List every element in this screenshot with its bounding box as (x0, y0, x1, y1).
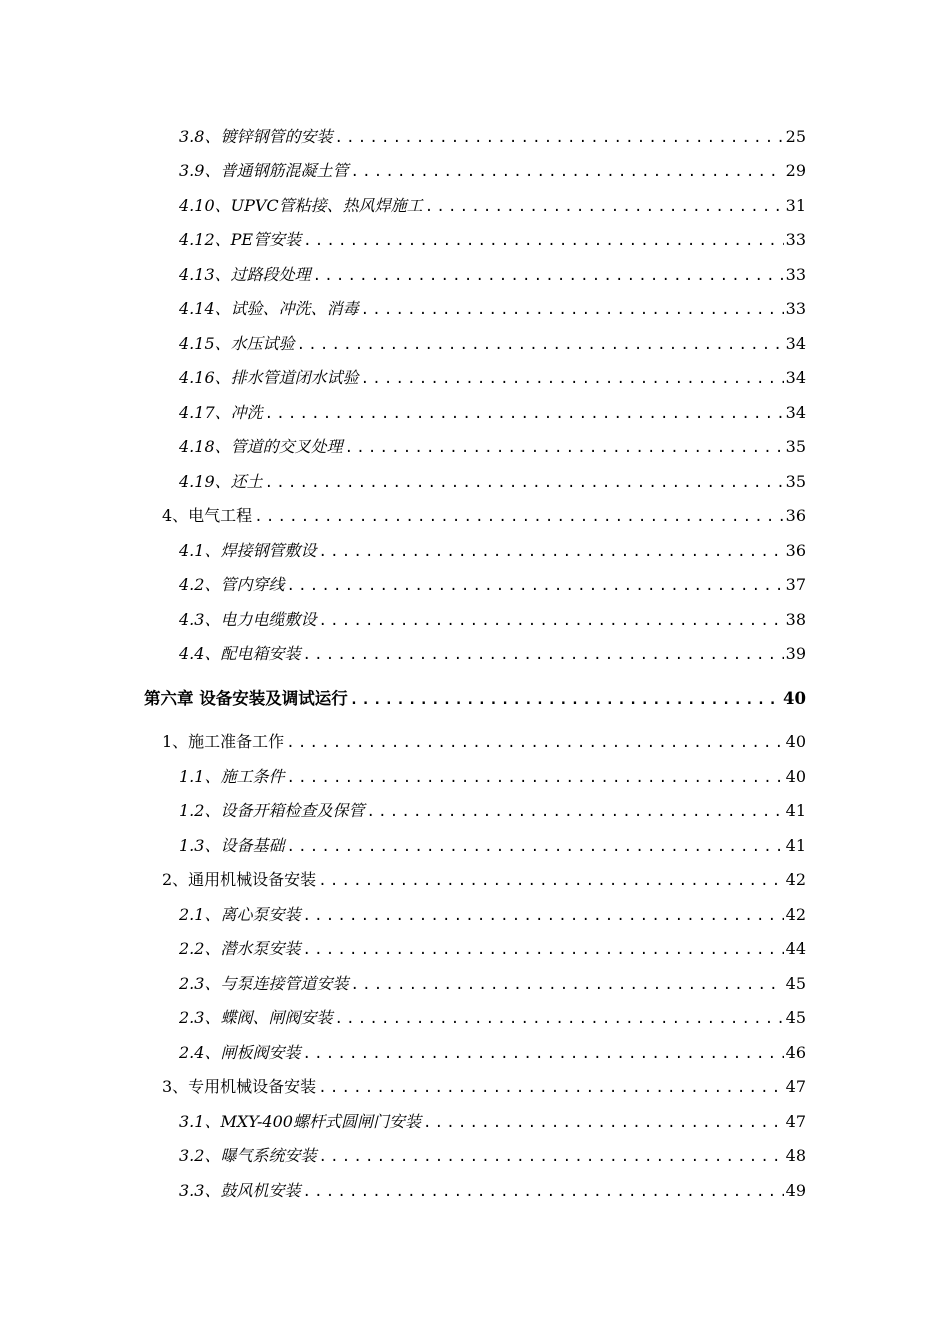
toc-entry-page-number: 35 (785, 472, 806, 491)
toc-entry-label: 4.15、水压试验 (179, 334, 295, 353)
toc-leader-dots (303, 228, 784, 253)
toc-leader-dots (265, 401, 784, 426)
toc-entry-page-number: 38 (785, 610, 806, 629)
toc-leader-dots (286, 765, 783, 790)
toc-subsection-entry[interactable] (179, 572, 806, 598)
toc-entry-page-number: 45 (785, 974, 806, 993)
toc-subsection-entry[interactable] (179, 1143, 806, 1169)
toc-entry-label: 2.1、离心泵安装 (179, 905, 301, 924)
toc-subsection-entry[interactable] (179, 331, 806, 357)
toc-leader-dots (334, 125, 783, 150)
toc-leader-dots (423, 1110, 784, 1135)
toc-entry-page-number: 31 (785, 196, 806, 215)
toc-entry-label: 4.12、PE管安装 (179, 230, 302, 249)
toc-entry-page-number: 34 (785, 368, 806, 387)
toc-section-entry[interactable] (162, 1074, 806, 1100)
toc-leader-dots (318, 868, 783, 893)
toc-subsection-entry[interactable] (179, 469, 806, 495)
toc-subsection-entry[interactable] (179, 833, 806, 859)
toc-leader-dots (254, 504, 783, 529)
toc-subsection-entry[interactable] (179, 607, 806, 633)
toc-leader-dots (350, 159, 783, 184)
toc-entry-page-number: 36 (785, 541, 806, 560)
toc-entry-label: 1、施工准备工作 (162, 732, 285, 751)
toc-leader-dots (318, 539, 783, 564)
toc-entry-label: 3.9、普通钢筋混凝土管 (179, 161, 349, 180)
toc-entry-label: 1.1、施工条件 (179, 767, 285, 786)
toc-subsection-entry[interactable] (179, 262, 806, 288)
toc-leader-dots (302, 642, 783, 667)
toc-leader-dots (302, 1179, 783, 1204)
toc-section-entry[interactable] (162, 503, 806, 529)
toc-subsection-entry[interactable] (179, 1109, 806, 1135)
toc-entry-label: 4.10、UPVC管粘接、热风焊施工 (179, 196, 423, 215)
toc-entry-page-number: 41 (785, 836, 806, 855)
toc-entry-page-number: 42 (785, 870, 806, 889)
toc-subsection-entry[interactable] (179, 936, 806, 962)
toc-entry-label: 2.2、潜水泵安装 (179, 939, 301, 958)
toc-entry-page-number: 37 (785, 575, 806, 594)
toc-entry-label: 4.16、排水管道闭水试验 (179, 368, 359, 387)
toc-entry-page-number: 48 (785, 1146, 806, 1165)
toc-subsection-entry[interactable] (179, 902, 806, 928)
toc-subsection-entry[interactable] (179, 798, 806, 824)
toc-subsection-entry[interactable] (179, 538, 806, 564)
toc-entry-page-number: 25 (785, 127, 806, 146)
toc-leader-dots (286, 573, 783, 598)
toc-entry-page-number: 36 (785, 506, 806, 525)
toc-entry-label: 1.2、设备开箱检查及保管 (179, 801, 365, 820)
toc-leader-dots (302, 1041, 783, 1066)
toc-entry-page-number: 33 (785, 299, 806, 318)
toc-leader-dots (265, 470, 784, 495)
toc-leader-dots (345, 435, 784, 460)
toc-leader-dots (313, 263, 784, 288)
toc-subsection-entry[interactable] (179, 365, 806, 391)
toc-entry-page-number: 41 (785, 801, 806, 820)
toc-subsection-entry[interactable] (179, 641, 806, 667)
toc-entry-page-number: 33 (785, 230, 806, 249)
toc-leader-dots (286, 730, 783, 755)
toc-entry-page-number: 42 (785, 905, 806, 924)
toc-leader-dots (302, 903, 783, 928)
toc-entry-page-number: 33 (785, 265, 806, 284)
toc-section-entry[interactable] (162, 867, 806, 893)
toc-section-entry[interactable] (162, 729, 806, 755)
toc-entry-label: 2.3、与泵连接管道安装 (179, 974, 349, 993)
toc-leader-dots (361, 297, 784, 322)
toc-leader-dots (318, 1075, 783, 1100)
toc-entry-page-number: 47 (785, 1077, 806, 1096)
toc-entry-label: 4.17、冲洗 (179, 403, 263, 422)
toc-entry-page-number: 40 (785, 732, 806, 751)
toc-subsection-entry[interactable] (179, 1005, 806, 1031)
toc-subsection-entry[interactable] (179, 1178, 806, 1204)
toc-entry-label: 2、通用机械设备安装 (162, 870, 317, 889)
toc-entry-page-number: 40 (783, 689, 806, 708)
toc-leader-dots (361, 366, 784, 391)
toc-entry-label: 4.19、还土 (179, 472, 263, 491)
toc-leader-dots (425, 194, 784, 219)
toc-entry-page-number: 49 (785, 1181, 806, 1200)
toc-entry-label: 3.3、鼓风机安装 (179, 1181, 301, 1200)
toc-leader-dots (318, 1144, 783, 1169)
toc-entry-label: 2.3、蝶阀、闸阀安装 (179, 1008, 333, 1027)
toc-entry-label: 2.4、闸板阀安装 (179, 1043, 301, 1062)
toc-leader-dots (302, 937, 783, 962)
toc-subsection-entry[interactable] (179, 193, 806, 219)
toc-entry-label: 4.1、焊接钢管敷设 (179, 541, 317, 560)
toc-entry-label: 4.13、过路段处理 (179, 265, 311, 284)
toc-entry-page-number: 39 (785, 644, 806, 663)
toc-entry-label: 4、电气工程 (162, 506, 253, 525)
toc-entry-label: 4.2、管内穿线 (179, 575, 285, 594)
toc-leader-dots (350, 972, 783, 997)
toc-entry-label: 第六章 设备安装及调试运行 (144, 689, 348, 708)
toc-entry-page-number: 40 (785, 767, 806, 786)
toc-entry-label: 3.1、MXY-400螺杆式圆闸门安装 (179, 1112, 421, 1131)
toc-subsection-entry[interactable] (179, 124, 806, 150)
toc-entry-label: 3、专用机械设备安装 (162, 1077, 317, 1096)
toc-subsection-entry[interactable] (179, 1040, 806, 1066)
toc-entry-label: 3.8、镀锌钢管的安装 (179, 127, 333, 146)
toc-leader-dots (297, 332, 784, 357)
toc-entry-label: 4.18、管道的交叉处理 (179, 437, 343, 456)
toc-entry-label: 1.3、设备基础 (179, 836, 285, 855)
toc-entry-label: 4.4、配电箱安装 (179, 644, 301, 663)
toc-entry-page-number: 29 (785, 161, 806, 180)
toc-entry-page-number: 34 (785, 403, 806, 422)
toc-subsection-entry[interactable] (179, 971, 806, 997)
toc-subsection-entry[interactable] (179, 227, 806, 253)
toc-entry-page-number: 47 (785, 1112, 806, 1131)
toc-leader-dots (286, 834, 783, 859)
toc-entry-label: 3.2、曝气系统安装 (179, 1146, 317, 1165)
toc-entry-page-number: 34 (785, 334, 806, 353)
toc-chapter-entry[interactable] (144, 686, 806, 712)
toc-entry-page-number: 44 (785, 939, 806, 958)
toc-leader-dots (350, 687, 781, 712)
toc-subsection-entry[interactable] (179, 434, 806, 460)
toc-subsection-entry[interactable] (179, 296, 806, 322)
toc-entry-page-number: 46 (785, 1043, 806, 1062)
toc-entry-label: 4.14、试验、冲洗、消毒 (179, 299, 359, 318)
toc-entry-label: 4.3、电力电缆敷设 (179, 610, 317, 629)
toc-subsection-entry[interactable] (179, 400, 806, 426)
toc-leader-dots (318, 608, 783, 633)
toc-leader-dots (366, 799, 783, 824)
toc-leader-dots (334, 1006, 783, 1031)
toc-entry-page-number: 45 (785, 1008, 806, 1027)
toc-entry-page-number: 35 (785, 437, 806, 456)
toc-subsection-entry[interactable] (179, 158, 806, 184)
toc-subsection-entry[interactable] (179, 764, 806, 790)
